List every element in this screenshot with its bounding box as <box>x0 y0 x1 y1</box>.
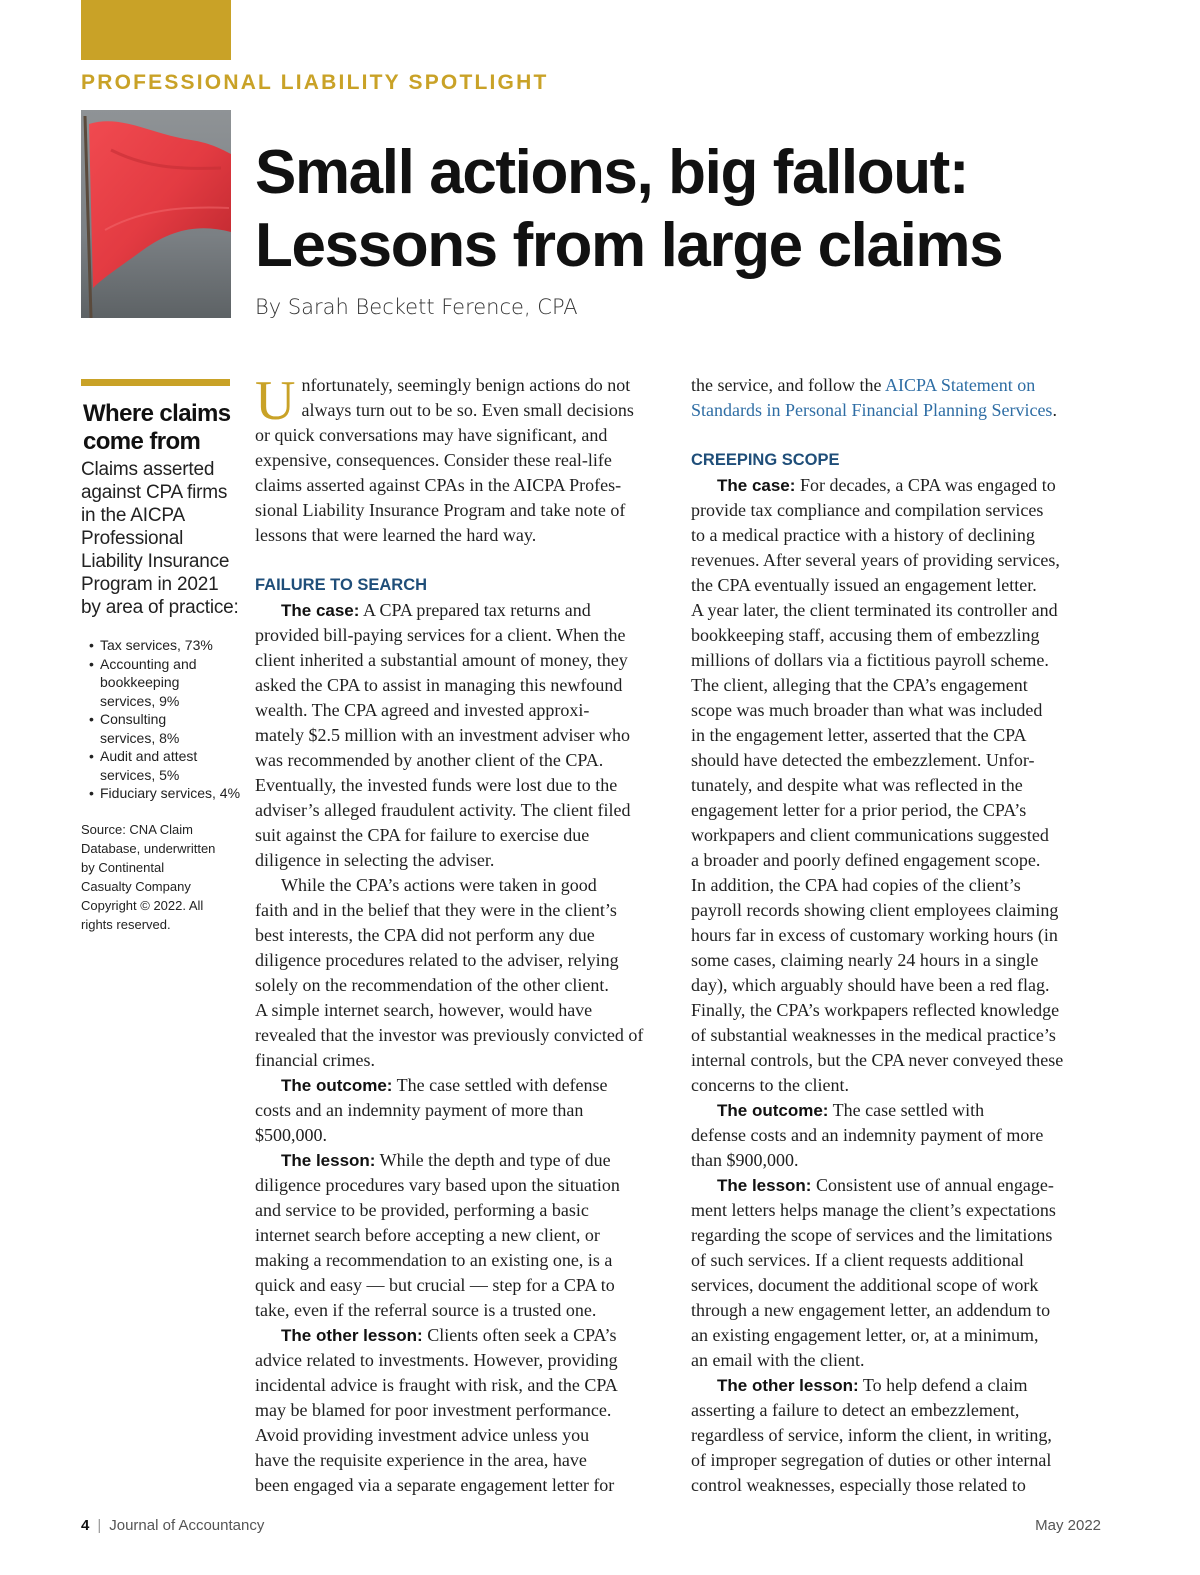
continuation-text: the service, and follow the <box>691 375 885 395</box>
outcome-text: The case settled with defense costs and an indemnity payment of more than $900,000. <box>691 1100 1044 1170</box>
lesson-text: While the depth and type of due diligence procedures vary based upon the situation and service to be provided, performing a basic internet search before accepting a new client, or making a recommendation to an existing one, is a quick and easy — but crucial — step for a CPA to take, even if the referral source is a trusted one. <box>255 1150 620 1320</box>
other-lesson-paragraph <box>691 1373 1101 1498</box>
other-lesson-text: Clients often seek a CPA’s advice related to investments. However, providing incidental advice is fraught with risk, and the CPA may be blamed for poor investment performance. Avoid providing investment advice unless you have the requisite experience in the area, have been engaged via a separate engagement letter for <box>255 1325 618 1495</box>
sidebar-claims-box <box>81 379 243 934</box>
case-text: A CPA prepared tax returns and provided bill-paying services for a client. When the client inherited a substantial amount of money, they asked the CPA to assist in managing this newfound wealth. The CPA agreed and invested approxi- mately $2.5 million with an investment adviser who was recommended by another client of the CPA. Eventually, the invested funds were lost due to the adviser’s alleged fraudulent activity. The client filed suit against the CPA for failure to exercise due diligence in selecting the adviser. <box>255 600 631 870</box>
article-column-right <box>691 373 1101 1498</box>
sidebar-rule <box>81 379 230 386</box>
case-label: The case: <box>717 476 796 495</box>
lesson-label: The lesson: <box>717 1176 812 1195</box>
lesson-paragraph <box>691 1173 1101 1373</box>
case-paragraph <box>255 598 669 873</box>
outcome-label: The outcome: <box>717 1101 829 1120</box>
sidebar-list-item: • Fiduciary services, 4% <box>89 784 243 803</box>
footer-left <box>81 1517 264 1534</box>
headline-text: Small actions, big fallout: Lessons from large claims <box>255 138 1003 280</box>
article-column-middle <box>255 370 669 1498</box>
sidebar-list-item: • Audit and attest services, 5% <box>89 747 243 784</box>
case-label: The case: <box>281 601 360 620</box>
lesson-text: Consistent use of annual engage- ment letters helps manage the client’s expectations regarding the scope of services and the limitations of such services. If a client requests additional services, document the additional scope of work through a new engagement letter, an addendum to an existing engagement letter, or, at a minimum, an email with the client. <box>691 1175 1056 1370</box>
continuation-paragraph <box>691 373 1101 423</box>
outcome-label: The outcome: <box>281 1076 393 1095</box>
body-paragraph: While the CPA’s actions were taken in good faith and in the belief that they were in the client’s best interests, the CPA did not perform any due diligence procedures related to the adviser, relying solely on the recommendation of the other client. A simple internet search, however, would have revealed that the investor was previously convicted of financial crimes. <box>255 875 644 1070</box>
issue-date: May 2022 <box>1035 1517 1101 1534</box>
lesson-label: The lesson: <box>281 1151 376 1170</box>
lesson-paragraph <box>255 1148 669 1323</box>
section-label: PROFESSIONAL LIABILITY SPOTLIGHT <box>81 71 549 94</box>
other-lesson-label: The other lesson: <box>281 1326 423 1345</box>
section-heading-creeping-scope: CREEPING SCOPE <box>691 451 840 469</box>
sidebar-title: Where claims come from <box>83 400 231 455</box>
sidebar-list-item: • Tax services, 73% <box>89 636 243 655</box>
headline <box>255 136 1155 282</box>
outcome-text: The case settled with defense costs and an indemnity payment of more than $500,000. <box>255 1075 608 1145</box>
header-color-block <box>81 0 231 60</box>
other-lesson-text: To help defend a claim asserting a failure to detect an embezzlement, regardless of service, inform the client, in writing, of improper segregation of duties or other internal control weaknesses, especially those related to <box>691 1375 1052 1495</box>
publication-name: Journal of Accountancy <box>109 1517 265 1534</box>
sidebar-list-item: • Accounting and bookkeeping services, 9% <box>89 655 243 711</box>
byline: By Sarah Beckett Ference, CPA <box>255 295 578 319</box>
other-lesson-paragraph <box>255 1323 669 1498</box>
continuation-end: . <box>1052 400 1057 420</box>
intro-paragraph <box>255 370 669 548</box>
sidebar-intro: Claims asserted against CPA firms in the AICPA Professional Liability Insurance Program in 2021 by area of practice: <box>81 459 239 618</box>
other-lesson-label: The other lesson: <box>717 1376 859 1395</box>
sidebar-source: Source: CNA Claim Database, underwritten by Continental Casualty Company Copyright © 2022. All rights reserved. <box>81 821 216 932</box>
outcome-paragraph <box>691 1098 1101 1173</box>
footer-separator: | <box>97 1517 102 1534</box>
section-heading-failure-to-search: FAILURE TO SEARCH <box>255 576 428 594</box>
aicpa-standards-link[interactable]: AICPA Statement on Standards in Personal Financial Planning Services <box>691 375 1053 420</box>
drop-cap: U <box>255 370 296 432</box>
page-number: 4 <box>81 1517 90 1534</box>
outcome-paragraph <box>255 1073 669 1148</box>
red-flag-image <box>81 110 231 318</box>
intro-text: nfortunately, seemingly benign actions do not always turn out to be so. Even small decisions or quick conversations may have significant, and expensive, consequences. Consider these real-life claims asserted against CPAs in the AICPA Profes- sional Liability Insurance Program and take note of lessons that were learned the hard way. <box>255 375 634 545</box>
case-paragraph <box>691 473 1101 1098</box>
sidebar-list-item: • Consulting services, 8% <box>89 710 243 747</box>
sidebar-list <box>81 636 243 803</box>
case-text: For decades, a CPA was engaged to provide tax compliance and compilation services to a medical practice with a history of declining revenues. After several years of providing services, the CPA eventually issued an engagement letter. A year later, the client terminated its controller and bookkeeping staff, accusing them of embezzling millions of dollars via a fictitious payroll scheme. The client, alleging that the CPA’s engagement scope was much broader than what was included in the engagement letter, asserted that the CPA should have detected the embezzlement. Unfor- tunately, and despite what was reflected in the engagement letter for a prior period, the CPA’s workpapers and client communications suggested a broader and poorly defined engagement scope. In addition, the CPA had copies of the client’s payroll records showing client employees claiming hours far in excess of customary working hours (in some cases, claiming nearly 24 hours in a single day), which arguably should have been a red flag. Finally, the CPA’s workpapers reflected knowledge of substantial weaknesses in the medical practice’s internal controls, but the CPA never conveyed these concerns to the client. <box>691 475 1064 1095</box>
